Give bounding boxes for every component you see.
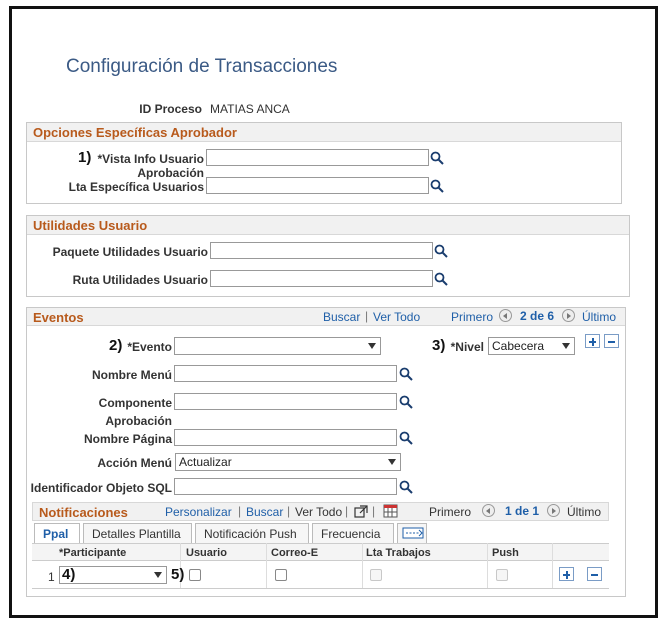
tab-detalles-plantilla[interactable]: Detalles Plantilla xyxy=(83,523,192,543)
new-window-icon[interactable] xyxy=(354,505,368,518)
personalizar-link[interactable]: Personalizar xyxy=(165,505,232,519)
col-usuario: Usuario xyxy=(186,547,227,559)
id-proceso-label: ID Proceso xyxy=(139,102,202,116)
accion-menu-select[interactable] xyxy=(175,453,401,471)
eventos-counter: 2 de 6 xyxy=(520,309,555,323)
search-icon[interactable] xyxy=(399,395,413,409)
vista-info-usuario-label: *Vista Info Usuario xyxy=(97,152,204,166)
delete-row-button[interactable] xyxy=(604,334,619,348)
opciones-section-title: Opciones Específicas Aprobador xyxy=(27,123,621,142)
eventos-primero-link[interactable]: Primero xyxy=(451,310,494,324)
step-2-marker: 2) xyxy=(109,337,123,354)
search-icon[interactable] xyxy=(399,367,413,381)
identificador-objeto-sql-label: Identificador Objeto SQL xyxy=(30,481,172,495)
add-participante-button[interactable] xyxy=(559,567,574,581)
separator: | xyxy=(365,309,369,323)
nombre-menu-input[interactable] xyxy=(174,365,397,382)
lta-especifica-usuarios-input[interactable] xyxy=(206,177,429,194)
search-icon[interactable] xyxy=(434,272,448,286)
search-icon[interactable] xyxy=(430,151,444,165)
accion-menu-label: Acción Menú xyxy=(97,456,172,470)
chevron-down-icon xyxy=(388,459,396,465)
delete-participante-button[interactable] xyxy=(587,567,602,581)
nombre-pagina-label: Nombre Página xyxy=(83,432,172,446)
nivel-select[interactable] xyxy=(488,337,575,355)
accion-menu-select-value: Actualizar xyxy=(179,455,232,469)
tab-frecuencia[interactable]: Frecuencia xyxy=(312,523,394,543)
show-all-columns-icon xyxy=(402,527,424,539)
eventos-ver-todo-link[interactable]: Ver Todo xyxy=(373,310,421,324)
add-row-button[interactable] xyxy=(585,334,600,348)
componente-label: Componente xyxy=(98,396,172,410)
page-title: Configuración de Transacciones xyxy=(66,56,338,77)
identificador-objeto-sql-input[interactable] xyxy=(174,478,397,495)
ruta-utilidades-input[interactable] xyxy=(210,270,433,287)
nivel-select-value: Cabecera xyxy=(492,339,545,353)
push-checkbox xyxy=(496,569,508,581)
notificaciones-primero-link[interactable]: Primero xyxy=(429,505,472,519)
notificaciones-buscar-link[interactable]: Buscar xyxy=(246,505,284,519)
tab-notificacion-push[interactable]: Notificación Push xyxy=(195,523,309,543)
previous-icon[interactable] xyxy=(499,309,512,322)
chevron-down-icon xyxy=(562,343,570,349)
eventos-buscar-link[interactable]: Buscar xyxy=(323,310,361,324)
notificaciones-ver-todo-link[interactable]: Ver Todo xyxy=(295,505,343,519)
tab-ppal[interactable]: Ppal xyxy=(34,523,80,543)
evento-select[interactable] xyxy=(174,337,381,355)
col-push: Push xyxy=(492,547,519,559)
separator: | xyxy=(287,504,291,518)
spreadsheet-icon[interactable] xyxy=(383,504,398,518)
vista-info-usuario-input[interactable] xyxy=(206,149,429,166)
componente-input[interactable] xyxy=(174,393,397,410)
nivel-label: *Nivel xyxy=(450,340,484,354)
nombre-menu-label: Nombre Menú xyxy=(91,368,172,382)
aprobacion-label: Aprobación xyxy=(137,166,204,180)
search-icon[interactable] xyxy=(399,431,413,445)
lta-especifica-usuarios-label: Lta Específica Usuarios xyxy=(68,180,204,194)
row-number: 1 xyxy=(48,570,55,584)
evento-label: *Evento xyxy=(127,340,172,354)
notificaciones-counter: 1 de 1 xyxy=(505,504,540,518)
correo-e-checkbox[interactable] xyxy=(275,569,287,581)
utilidades-section-title: Utilidades Usuario xyxy=(27,216,629,235)
usuario-checkbox[interactable] xyxy=(189,569,201,581)
id-proceso-value: MATIAS ANCA xyxy=(210,102,290,116)
search-icon[interactable] xyxy=(399,480,413,494)
separator: | xyxy=(345,504,349,518)
step-5-marker: 5) xyxy=(171,566,185,583)
lta-trabajos-checkbox xyxy=(370,569,382,581)
notificaciones-ultimo-link[interactable]: Último xyxy=(567,505,602,519)
next-icon[interactable] xyxy=(562,309,575,322)
search-icon[interactable] xyxy=(430,179,444,193)
col-correo-e: Correo-E xyxy=(271,547,319,559)
notificaciones-title: Notificaciones xyxy=(39,505,128,520)
step-1-marker: 1) xyxy=(78,149,92,166)
separator: | xyxy=(372,504,376,518)
ruta-utilidades-label: Ruta Utilidades Usuario xyxy=(72,273,208,287)
col-lta-trabajos: Lta Trabajos xyxy=(366,547,431,559)
eventos-section-title: Eventos xyxy=(27,308,625,326)
show-all-columns-tab[interactable] xyxy=(397,523,427,543)
paquete-utilidades-label: Paquete Utilidades Usuario xyxy=(52,245,208,259)
nombre-pagina-input[interactable] xyxy=(174,429,397,446)
chevron-down-icon xyxy=(368,343,376,349)
col-participante: *Participante xyxy=(59,547,127,559)
step-3-marker: 3) xyxy=(432,337,446,354)
paquete-utilidades-input[interactable] xyxy=(210,242,433,259)
step-4-marker: 4) xyxy=(62,566,76,583)
previous-icon[interactable] xyxy=(482,504,495,517)
search-icon[interactable] xyxy=(434,244,448,258)
chevron-down-icon xyxy=(154,572,162,578)
eventos-ultimo-link[interactable]: Último xyxy=(582,310,617,324)
separator: | xyxy=(238,504,242,518)
next-icon[interactable] xyxy=(547,504,560,517)
aprobacion-label: Aprobación xyxy=(105,414,172,428)
